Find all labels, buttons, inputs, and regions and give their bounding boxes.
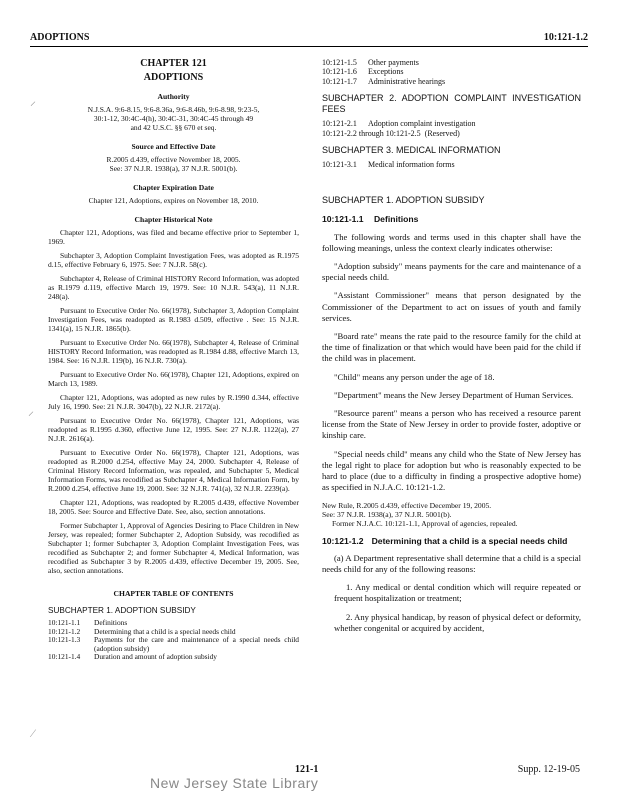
definition-paragraph: "Special needs child" means any child who the State of New Jersey has the legal right to place for adoption but who is reasonably expected to be hard to place (due to a difficulty in finding a prospective adoptive home) as specified in N.J.A.C. 10:121-1.2. xyxy=(322,448,581,493)
toc-number: 10:121-2.1 xyxy=(322,119,357,129)
definition-paragraph: "Department" means the New Jersey Department of Human Services. xyxy=(334,389,574,400)
history-note: Pursuant to Executive Order No. 66(1978), Chapter 121, Adoptions, was readopted as R.2000 d.254, effective May 24, 2000. Subchapter 4, Release of Criminal History Record Information, was repealed, and Subchapter 5, Medical Information Forms, was recodified as Subchapter 4, Medical Information Form, by R.2000 d.254, effective June 19, 2000. See: 32 N.J.R. 741(a), 32 N.J.R. 2239(a). xyxy=(48,448,299,493)
source-line: See: 37 N.J.R. 1938(a), 37 N.J.R. 5001(b). xyxy=(322,509,452,519)
toc-title: Definitions xyxy=(94,618,128,627)
toc-number: 10:121-1.6 xyxy=(322,67,357,77)
history-note: Pursuant to Executive Order No. 66(1978), Chapter 121, Adoptions, was readopted as R.1995 d.360, effective June 12, 1995. See: 27 N.J.R. 1122(a), 27 N.J.R. 2616(a). xyxy=(48,416,299,443)
toc-title: Other payments xyxy=(368,58,419,67)
source-heading: Source and Effective Date xyxy=(131,142,216,151)
toc-title: Administrative hearings xyxy=(368,76,446,86)
section-number: 10:121-1.1 xyxy=(322,214,364,225)
definition-paragraph: "Resource parent" means a person who has received a resource parent license from the State of New Jersey in order to provide foster, adoptive or kinship care. xyxy=(322,408,581,441)
toc-row xyxy=(322,129,581,138)
header-title: ADOPTIONS xyxy=(30,32,90,43)
authority-line: and 42 U.S.C. §§ 670 et seq. xyxy=(130,123,217,132)
toc-subchapter-3: SUBCHAPTER 3. MEDICAL INFORMATION xyxy=(322,145,501,156)
toc-row xyxy=(48,653,299,662)
toc-title: (Reserved) xyxy=(424,128,460,138)
toc-title: Medical information forms xyxy=(368,160,455,170)
supplement-date: Supp. 12-19-05 xyxy=(517,764,580,775)
library-watermark: New Jersey State Library xyxy=(150,775,319,791)
toc-number: 10:121-1.3 xyxy=(48,635,81,645)
running-header xyxy=(30,30,588,47)
chapter-title: ADOPTIONS xyxy=(143,72,204,83)
authority-line: N.J.S.A. 9:6-8.15, 9:6-8.36a, 9:6-8.46b, 9:6-8.98, 9:23-5, xyxy=(87,105,260,114)
toc-subchapter-2: SUBCHAPTER 2. ADOPTION COMPLAINT INVESTIGATION FEES xyxy=(322,93,581,115)
margin-mark: ⸝ xyxy=(28,404,35,418)
subchapter-1-heading: SUBCHAPTER 1. ADOPTION SUBSIDY xyxy=(322,195,485,206)
margin-mark: ⁄ xyxy=(32,726,35,740)
expiration-text: Chapter 121, Adoptions, expires on November 18, 2010. xyxy=(88,196,259,205)
toc-row xyxy=(322,67,581,76)
toc-title: Adoption complaint investigation xyxy=(368,119,476,129)
toc-title: Determining that a child is a special needs child xyxy=(94,626,236,636)
toc-row xyxy=(322,160,581,169)
definition-paragraph: The following words and terms used in this chapter shall have the following meanings, unless the context clearly indicates otherwise: xyxy=(322,231,581,253)
history-note: Pursuant to Executive Order No. 66(1978), Chapter 121, Adoptions, expired on March 13, 1989. xyxy=(48,370,299,388)
toc-number: 10:121-3.1 xyxy=(322,160,357,170)
expiration-heading: Chapter Expiration Date xyxy=(133,183,214,192)
toc-number: 10:121-1.7 xyxy=(322,76,357,86)
definition-paragraph: "Child" means any person under the age of 18. xyxy=(334,371,495,382)
toc-row xyxy=(48,636,299,653)
authority-line: 30:1-12, 30:4C-4(h), 30:4C-31, 30:4C-45 through 49 xyxy=(93,114,254,123)
section-title: Determining that a child is a special needs child xyxy=(371,535,568,546)
toc-number: 10:121-1.4 xyxy=(48,652,81,662)
history-note: Subchapter 4, Release of Criminal HISTORY Record Information, was adopted as R.1979 d.119, effective March 19, 1979. See: 10 N.J.R. 543(a), 11 N.J.R. 248(a). xyxy=(48,274,299,301)
page-number: 121-1 xyxy=(295,764,319,775)
toc-row xyxy=(322,77,581,86)
history-note: Chapter 121, Adoptions, was filed and became effective prior to September 1, 1969. xyxy=(48,228,299,246)
history-note: Pursuant to Executive Order No. 66(1978), Subchapter 3, Adoption Complaint Investigation Fees, was readopted as R.1983 d.509, effective . See: 15 N.J.R. 1341(a), 15 N.J.R. 1865(b). xyxy=(48,306,299,333)
definition-paragraph: "Assistant Commissioner" means that person designated by the Commissioner of the Department to act on issues of youth and family services. xyxy=(322,290,581,323)
history-note: Chapter 121, Adoptions, was readopted by R.2005 d.439, effective November 18, 2005. See: Source and Effective Date. See, also, section annotations. xyxy=(48,498,299,516)
chapter-number: CHAPTER 121 xyxy=(140,58,207,69)
definition-paragraph: "Board rate" means the rate paid to the resource family for the child at the time of finalization or that which would have been paid for the child if the child was in placement. xyxy=(322,331,581,364)
toc-subchapter-1: SUBCHAPTER 1. ADOPTION SUBSIDY xyxy=(48,606,196,615)
header-section: 10:121-1.2 xyxy=(543,32,588,43)
authority-heading: Authority xyxy=(157,92,190,101)
section-heading xyxy=(322,536,581,547)
source-line: Former N.J.A.C. 10:121-1.1, Approval of agencies, repealed. xyxy=(332,518,518,528)
section-title: Definitions xyxy=(373,214,419,225)
section-number: 10:121-1.2 xyxy=(322,535,364,546)
section-paragraph: 1. Any medical or dental condition which will require repeated or frequent hospitalization or treatment; xyxy=(334,582,581,604)
section-paragraph: 2. Any physical handicap, by reason of physical defect or deformity, whether congenital or acquired by accident, xyxy=(334,611,581,633)
right-column xyxy=(322,58,581,641)
toc-number: 10:121-2.2 through 10:121-2.5 xyxy=(322,128,421,138)
section-heading xyxy=(322,214,581,225)
toc-number: 10:121-1.5 xyxy=(322,58,357,67)
toc-title: Duration and amount of adoption subsidy xyxy=(94,652,217,662)
toc-title: Payments for the care and maintenance of a special needs child (adoption subsidy) xyxy=(94,635,299,653)
history-note: Pursuant to Executive Order No. 66(1978), Subchapter 4, Release of Criminal HISTORY Record Information, was readopted as R.1984 d.88, effective March 13, 1984. See: 16 N.J.R. 119(b), 16 N.J.R. 730(a). xyxy=(48,338,299,365)
history-note: Subchapter 3, Adoption Complaint Investigation Fees, was adopted as R.1975 d.15, effective February 6, 1975. See: 7 N.J.R. 58(c). xyxy=(48,251,299,269)
toc-number: 10:121-1.1 xyxy=(48,618,81,627)
source-line: New Rule, R.2005 d.439, effective December 19, 2005. xyxy=(322,500,492,510)
history-notes xyxy=(48,228,299,575)
history-note: Former Subchapter 1, Approval of Agencies Desiring to Place Children in New Jersey, was repealed; former Subchapter 2, Adoption Subsidy, was recodified as Subchapter 1; former Subchapter 3, Adoption Complaint Investigation Fees, was recodified as Subchapter 2; and former Subchapter 4, Medical Information, was recodified as Subchapter 3 by R.2005 d.439, effective December 19, 2005. See, also, section annotations. xyxy=(48,521,299,575)
history-note: Chapter 121, Adoptions, was adopted as new rules by R.1990 d.344, effective July 16, 1990. See: 21 N.J.R. 3047(b), 22 N.J.R. 2172(a). xyxy=(48,393,299,411)
section-paragraph: (a) A Department representative shall determine that a child is a special needs child for any of the following reasons: xyxy=(322,552,581,574)
left-column xyxy=(48,58,299,662)
margin-mark: ⸝ xyxy=(30,94,37,108)
toc-row xyxy=(322,119,581,128)
history-heading: Chapter Historical Note xyxy=(134,215,213,224)
toc-row xyxy=(322,58,581,67)
toc-number: 10:121-1.2 xyxy=(48,626,81,636)
source-line: R.2005 d.439, effective November 18, 2005. xyxy=(106,155,241,164)
toc-title: Exceptions xyxy=(368,67,404,77)
section-source-note xyxy=(322,501,581,528)
toc-heading: CHAPTER TABLE OF CONTENTS xyxy=(113,589,234,598)
source-line: See: 37 N.J.R. 1938(a), 37 N.J.R. 5001(b). xyxy=(109,164,238,173)
definition-paragraph: "Adoption subsidy" means payments for the care and maintenance of a special needs child. xyxy=(322,261,581,283)
